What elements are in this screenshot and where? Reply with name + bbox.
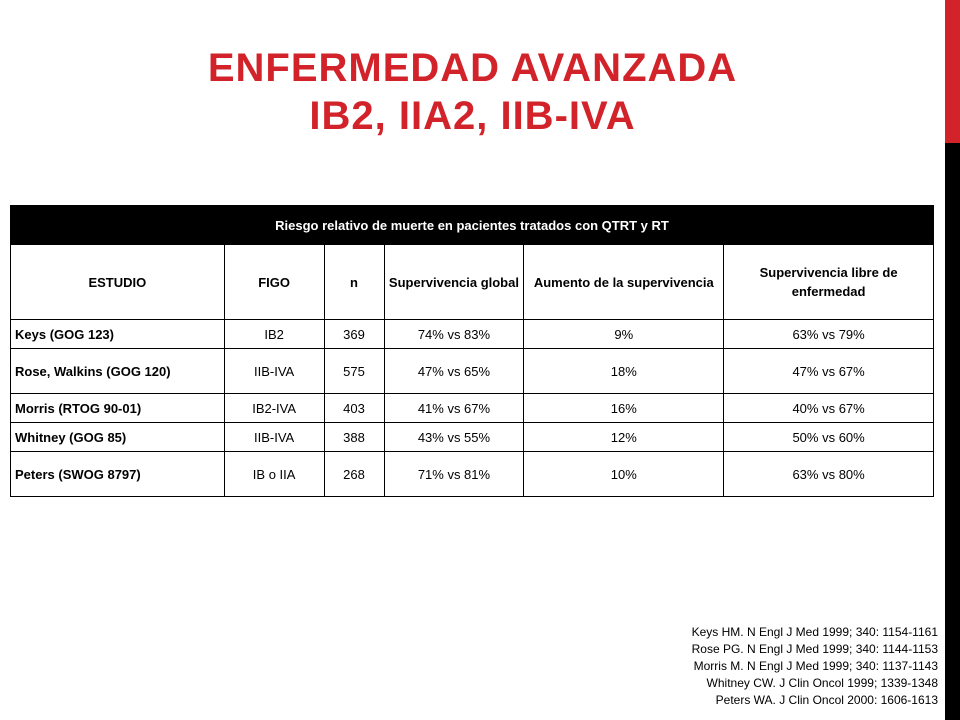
table-header-row [11, 245, 934, 320]
header-supervivencia-libre: Supervivencia libre de enfermedad [724, 245, 934, 320]
cell-figo: IB2 [224, 320, 324, 349]
survival-table [10, 205, 934, 497]
cell-figo: IIB-IVA [224, 349, 324, 394]
cell-n: 369 [324, 320, 384, 349]
reference-line: Peters WA. J Clin Oncol 2000: 1606-1613 [715, 693, 938, 707]
reference-line: Whitney CW. J Clin Oncol 1999; 1339-1348 [706, 676, 938, 690]
sidebar-red-accent [945, 0, 960, 143]
references-block [692, 624, 938, 709]
cell-global: 74% vs 83% [384, 320, 524, 349]
cell-global: 47% vs 65% [384, 349, 524, 394]
cell-n: 403 [324, 394, 384, 423]
header-n: n [324, 245, 384, 320]
header-supervivencia-global: Supervivencia global [384, 245, 524, 320]
header-aumento-supervivencia: Aumento de la supervivencia [524, 245, 724, 320]
cell-n: 388 [324, 423, 384, 452]
cell-global: 71% vs 81% [384, 452, 524, 497]
header-estudio: ESTUDIO [11, 245, 225, 320]
reference-line: Keys HM. N Engl J Med 1999; 340: 1154-1161 [691, 625, 938, 639]
cell-increase: 16% [524, 394, 724, 423]
cell-increase: 10% [524, 452, 724, 497]
table-row [11, 394, 934, 423]
cell-disease-free: 47% vs 67% [724, 349, 934, 394]
cell-study: Keys (GOG 123) [11, 320, 225, 349]
cell-figo: IB2-IVA [224, 394, 324, 423]
table-row [11, 423, 934, 452]
cell-study: Whitney (GOG 85) [11, 423, 225, 452]
cell-global: 41% vs 67% [384, 394, 524, 423]
cell-increase: 18% [524, 349, 724, 394]
cell-study: Peters (SWOG 8797) [11, 452, 225, 497]
table-row [11, 349, 934, 394]
cell-disease-free: 63% vs 79% [724, 320, 934, 349]
cell-disease-free: 63% vs 80% [724, 452, 934, 497]
cell-disease-free: 40% vs 67% [724, 394, 934, 423]
cell-figo: IB o IIA [224, 452, 324, 497]
table-row [11, 452, 934, 497]
cell-figo: IIB-IVA [224, 423, 324, 452]
cell-n: 575 [324, 349, 384, 394]
cell-global: 43% vs 55% [384, 423, 524, 452]
cell-n: 268 [324, 452, 384, 497]
header-figo: FIGO [224, 245, 324, 320]
title-line-1: ENFERMEDAD AVANZADA [207, 46, 738, 90]
table-caption: Riesgo relativo de muerte en pacientes tratados con QTRT y RT [11, 206, 934, 245]
reference-line: Morris M. N Engl J Med 1999; 340: 1137-1143 [693, 659, 938, 673]
cell-disease-free: 50% vs 60% [724, 423, 934, 452]
table-row [11, 320, 934, 349]
cell-study: Rose, Walkins (GOG 120) [11, 349, 225, 394]
cell-study: Morris (RTOG 90-01) [11, 394, 225, 423]
cell-increase: 9% [524, 320, 724, 349]
reference-line: Rose PG. N Engl J Med 1999; 340: 1144-1153 [691, 642, 938, 656]
cell-increase: 12% [524, 423, 724, 452]
table-caption-row [11, 206, 934, 245]
title-line-2: IB2, IIA2, IIB-IVA [309, 94, 636, 138]
slide-title [0, 44, 945, 140]
